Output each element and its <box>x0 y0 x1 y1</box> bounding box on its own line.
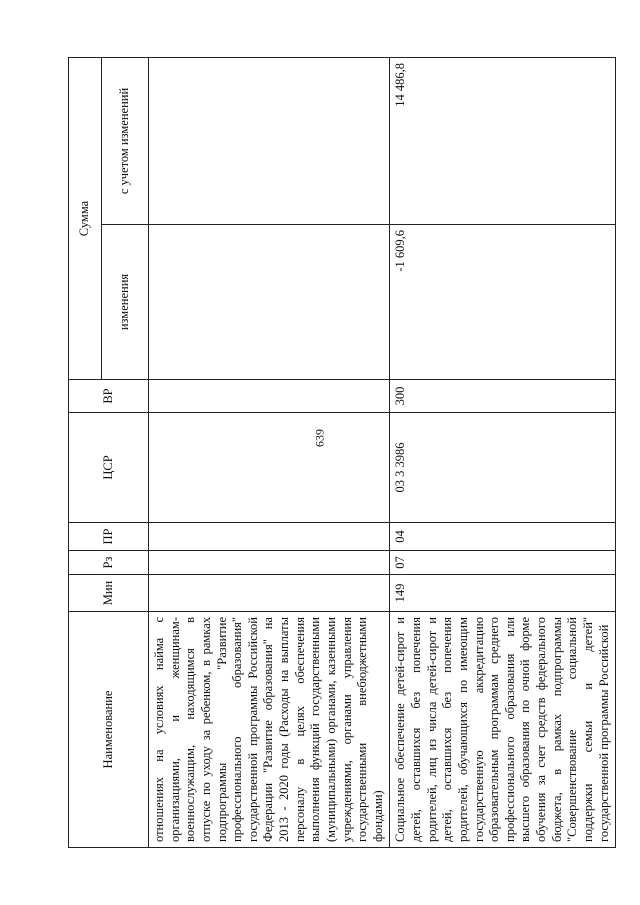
row-name: отношениях на условиях найма с организациями, и женщинам-военнослужащим, находящимся в отпуске по уходу за ребенком, в рамках подпрограммы "Развитие профессионального образования" государственной программы Российской Федерации "Развитие образования" на 2013 - 2020 годы (Расходы на выплаты персоналу в целях обеспечения выполнения функций государственными (муниципальными) органами, казенными учреждениями, органами управления государственными внебюджетными фондами) <box>149 612 390 848</box>
budget-table <box>68 57 616 848</box>
row-csr: 03 3 3986 <box>390 413 616 523</box>
row-rz <box>149 551 390 575</box>
row-min <box>149 575 390 612</box>
row-with-change: 14 486,8 <box>390 58 616 225</box>
header-vr: ВР <box>69 380 149 413</box>
header-min: Мин <box>69 575 149 612</box>
row-change: -1 609,6 <box>390 225 616 380</box>
header-with-change: с учетом изменений <box>102 58 149 225</box>
row-pr <box>149 523 390 551</box>
row-name: Социальное обеспечение детей-сирот и детей, оставшихся без попечения родителей, лиц из числа детей-сирот и детей, оставшихся без попечения родителей, обучающихся по имеющим государственную аккредитацию образовательным программам среднего профессионального образования или высшего образования по очной форме обучения за счет средств федерального бюджета, в рамках подпрограммы "Совершенствование социальной поддержки семьи и детей" государственной программы Российской <box>390 612 616 848</box>
header-name: Наименование <box>69 612 149 848</box>
row-with-change <box>149 58 390 225</box>
row-pr: 04 <box>390 523 616 551</box>
row-vr <box>149 380 390 413</box>
table-row <box>390 58 616 848</box>
header-change: изменения <box>102 225 149 380</box>
header-pr: ПР <box>69 523 149 551</box>
header-sum: Сумма <box>69 58 102 380</box>
table-row <box>149 58 390 848</box>
budget-table-rotated <box>68 58 628 848</box>
row-rz: 07 <box>390 551 616 575</box>
header-rz: Рз <box>69 551 149 575</box>
row-csr <box>149 413 390 523</box>
header-csr: ЦСР <box>69 413 149 523</box>
row-min: 149 <box>390 575 616 612</box>
row-change <box>149 225 390 380</box>
page-number: 639 <box>312 429 327 447</box>
row-vr: 300 <box>390 380 616 413</box>
